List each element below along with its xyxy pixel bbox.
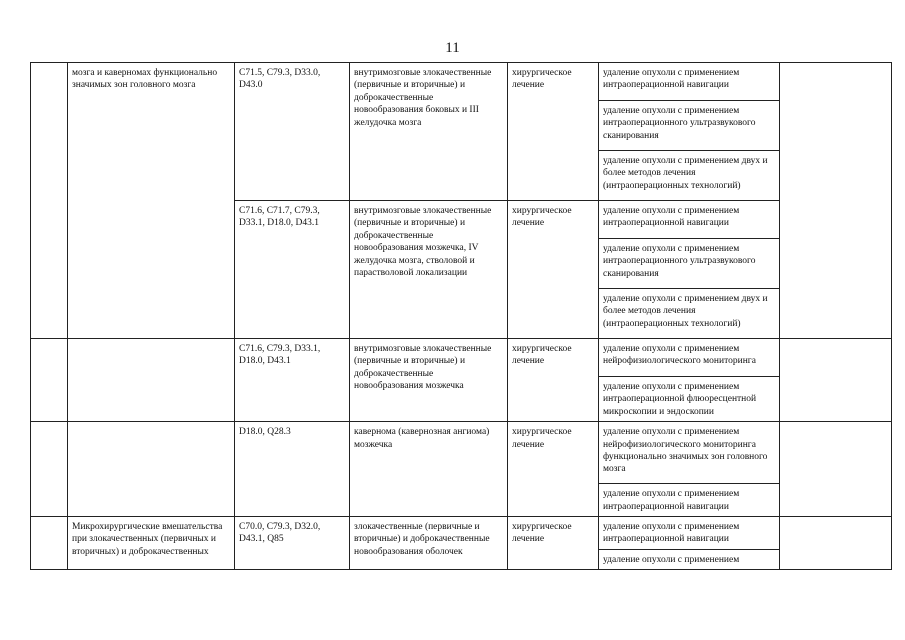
treatment-method-cell: удаление опухоли с применением нейрофизиологического мониторинга [599, 339, 780, 377]
cost-cell [780, 517, 892, 570]
icd-codes-cell: C71.6, C79.3, D33.1, D18.0, D43.1 [235, 339, 350, 422]
row-number-cell [31, 422, 68, 517]
table-row [31, 422, 892, 484]
icd-codes-cell: D18.0, Q28.3 [235, 422, 350, 517]
icd-codes-cell: C71.6, C71.7, C79.3, D33.1, D18.0, D43.1 [235, 201, 350, 339]
treatment-type-cell: хирургическое лечение [508, 63, 599, 201]
treatment-method-cell: удаление опухоли с применением интраоперационного ультразвукового сканирования [599, 101, 780, 151]
treatment-type-cell: хирургическое лечение [508, 339, 599, 422]
patient-model-cell: кавернома (кавернозная ангиома) мозжечка [350, 422, 508, 517]
treatment-method-cell: удаление опухоли с применением интраоперационного ультразвукового сканирования [599, 239, 780, 289]
patient-model-cell: злокачественные (первичные и вторичные) и доброкачественные новообразования оболочек [350, 517, 508, 570]
treatment-type-cell: хирургическое лечение [508, 517, 599, 570]
icd-codes-cell: C70.0, C79.3, D32.0, D43.1, Q85 [235, 517, 350, 570]
row-number-cell [31, 339, 68, 422]
profile-cell: мозга и каверномах функционально значимых зон головного мозга [68, 63, 235, 339]
cost-cell [780, 63, 892, 339]
treatment-method-cell: удаление опухоли с применением двух и более методов лечения (интраоперационных технологий) [599, 151, 780, 201]
treatment-method-cell: удаление опухоли с применением интраоперационной навигации [599, 517, 780, 550]
treatment-method-cell: удаление опухоли с применением нейрофизиологического мониторинга функционально значимых зон головного мозга [599, 422, 780, 484]
icd-codes-cell: C71.5, C79.3, D33.0, D43.0 [235, 63, 350, 201]
table-row [31, 339, 892, 377]
cost-cell [780, 422, 892, 517]
page-number: 11 [445, 40, 460, 56]
treatment-method-cell: удаление опухоли с применением интраоперационной флюоресцентной микроскопии и эндоскопии [599, 377, 780, 422]
treatment-type-cell: хирургическое лечение [508, 201, 599, 339]
procedures-table [30, 62, 892, 570]
patient-model-cell: внутримозговые злокачественные (первичные и вторичные) и доброкачественные новообразования мозжечка, IV желудочка мозга, стволовой и парастволовой локализации [350, 201, 508, 339]
row-number-cell [31, 517, 68, 570]
treatment-method-cell: удаление опухоли с применением интраоперационной навигации [599, 201, 780, 239]
cost-cell [780, 339, 892, 422]
table-row [31, 517, 892, 550]
row-number-cell [31, 63, 68, 339]
treatment-method-cell: удаление опухоли с применением интраоперационной навигации [599, 63, 780, 101]
table-row [31, 63, 892, 101]
profile-cell [68, 422, 235, 517]
treatment-method-cell: удаление опухоли с применением [599, 549, 780, 569]
profile-cell: Микрохирургические вмешательства при злокачественных (первичных и вторичных) и доброкачественных [68, 517, 235, 570]
treatment-method-cell: удаление опухоли с применением интраоперационной навигации [599, 484, 780, 517]
profile-cell [68, 339, 235, 422]
treatment-method-cell: удаление опухоли с применением двух и более методов лечения (интраоперационных технологий) [599, 289, 780, 339]
patient-model-cell: внутримозговые злокачественные (первичные и вторичные) и доброкачественные новообразования мозжечка [350, 339, 508, 422]
patient-model-cell: внутримозговые злокачественные (первичные и вторичные) и доброкачественные новообразования боковых и III желудочка мозга [350, 63, 508, 201]
treatment-type-cell: хирургическое лечение [508, 422, 599, 517]
